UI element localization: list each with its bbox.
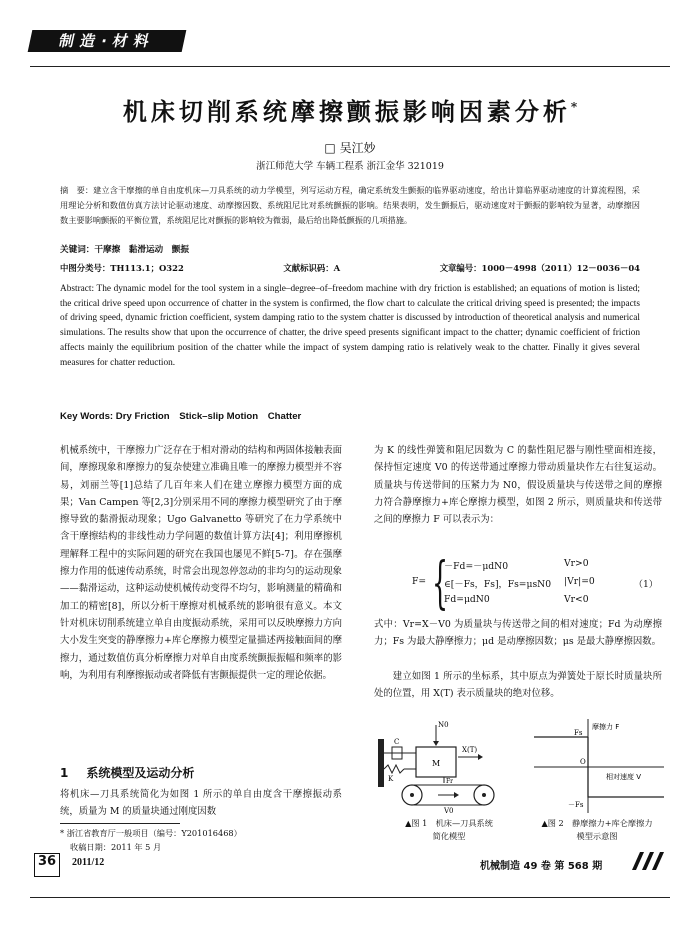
footnote-funding: * 浙江省教育厅一般项目（编号：Y201016468） — [60, 828, 242, 838]
left-column-paragraph-1: 机械系统中，干摩擦力广泛存在于相对滑动的结构和两固体接触表面间，摩擦现象和摩擦力的复杂使建立准确且唯一的摩擦力模型并不容易，刘丽兰等[1]总结了几百年来人们在建立摩擦力模型方面的成果；Van Campen 等[2,3]分别采用不同的摩擦力模型研究了由于摩擦导致的黏滑振动现象；Ugo Galvanetto 等研究了在力学系统中含干摩擦结构的非线性动力学问题的数值计算方法[4]；利用摩擦机理解释工程中的实际问题的研究在我国也屡见不鲜[5-7]。存在强摩擦力作用的低速传动系统，时常会出现忽停忽动的非均匀的运动现象——黏滑运动，这种运动使机械传动变得不均匀，影响测量的精确和加工的精密[8]，所以分析干摩擦对机械系统的影响很有意义。本文针对机床切削系统建立单自由度振动系统，采用可以反映摩擦力方向大小发生突变的静摩擦力+库仑摩擦力模型定量描述两接触面间的摩擦力，通过数值仿真分析摩擦力对单自由度系统颤振振幅和频率的影响，为利用有利摩擦振动或者降低有害颤振提供一定的理论依据。 — [60, 445, 342, 681]
journal-logo-icon — [630, 850, 668, 872]
fig2-origin: O — [580, 758, 586, 766]
author: □ 吴江妙 — [324, 141, 376, 155]
equation-row-1: －Fd=－μdN0 — [444, 561, 509, 572]
fig2-xaxis-label: 相对速度 V — [606, 773, 642, 781]
figures-area — [374, 717, 670, 841]
fig2-label-neg-fs: －Fs — [568, 801, 584, 809]
fig1-label-fr: Fr — [446, 778, 454, 785]
abstract-en: Abstract: The dynamic model for the tool system in a single–degree–of–freedom machine with dry friction is established; an equations of motion is listed; the critical drive speed upon occurrence of chatter in the system is confirmed, the flow chart to calculate the critical driving speed is presented; the impacts of driving speed, dynamic friction coefficient, system damping ratio to the system chatter is discussed by introduction of theoretical analysis and numerical simulations. The results show that upon the occurrence of chatter, the drive speed presents significant impact to the chatter; dynamic coefficient of friction affects mainly the equilibrium position of the chatter while the impact of system damping ratio is relatively weak to the chatter. Finally it gives several measures for chatter reduction. — [60, 284, 640, 368]
section-logo: 制造·材料 — [28, 30, 187, 52]
right-column-paragraph-2: 式中：Vr=X－V0 为质量块与传送带之间的相对速度；Fd 为动摩擦力；Fs 为最大静摩擦力；μd 是动摩擦因数；μs 是最大静摩擦因数。 — [374, 619, 662, 648]
right-column-paragraph-3: 建立如图 1 所示的坐标系，其中原点为弹簧处于原长时质量块所处的位置，用 X(T) 表示质量块的绝对位移。 — [374, 671, 662, 700]
clc-number: 中图分类号：TH113.1；O322 — [60, 263, 184, 273]
article-number: 文章编号：1000－4998（2011）12－0036－04 — [439, 263, 640, 273]
figure-1-caption: ▲图 1 机床—刀具系统 简化模型 — [405, 818, 493, 841]
doc-code: 文献标识码：A — [283, 263, 341, 273]
equation-row-2: ∈[－Fs，Fs]，Fs=μsN0 — [444, 579, 552, 590]
equation-lhs: F= — [412, 576, 427, 587]
abstract-cn: 摘 要：建立含干摩擦的单自由度机床—刀具系统的动力学模型，列写运动方程，确定系统发生颤振的临界驱动速度，给出计算临界驱动速度的计算流程图，采用理论分析和数值仿真方法讨论驱动速度、动摩擦因数、系统阻尼比对系统颤振的影响。结果表明，发生颤振后，驱动速度对于颤振的影响较为显著，动摩擦因数主要影响颤振的平衡位置，系统阻尼比对颤振的影响较为微弱，最后给出降低颤振的几项措施。 — [60, 185, 640, 225]
footnote-rule — [60, 823, 180, 824]
fig1-label-xt: X(T) — [462, 746, 478, 754]
received-date: 收稿日期：2011 年 5 月 — [70, 842, 162, 852]
fig2-yaxis-label: 摩擦力 F — [592, 723, 620, 731]
keywords-en: Key Words: Dry Friction Stick–slip Motion Chatter — [60, 411, 302, 422]
equation-brace: { — [432, 551, 449, 616]
journal-info: 机械制造 49 卷 第 568 期 — [480, 861, 603, 872]
equation-number: （1） — [633, 579, 658, 590]
fig2-label-fs: Fs — [574, 729, 583, 737]
left-column-paragraph-2: 将机床—刀具系统简化为如图 1 所示的单自由度含干摩擦振动系统，质量为 M 的质量块通过刚度因数 — [60, 789, 342, 818]
header-rule — [30, 66, 670, 67]
classification-line — [60, 262, 640, 274]
figure-2-caption: ▲图 2 静摩擦力+库仑摩擦力 模型示意图 — [541, 818, 653, 841]
equation-cond-1: Vr>0 — [564, 558, 589, 569]
equation-cond-3: Vr<0 — [564, 594, 589, 605]
equation-cond-2: |Vr|=0 — [564, 576, 595, 587]
fig1-label-k: K — [388, 775, 394, 783]
fig1-label-m: M — [432, 759, 441, 768]
section-1-heading: 1 系统模型及运动分析 — [60, 766, 195, 780]
paper-title: 机床切削系统摩擦颤振影响因素分析* — [122, 97, 578, 126]
right-column-paragraph-1: 为 K 的线性弹簧和阻尼因数为 C 的黏性阻尼器与刚性壁面相连接，保持恒定速度 V0 的传送带通过摩擦力带动质量块作左右往复运动。质量块与传送带间的压紧力为 N0，假设质量块与传送带之间的摩擦力符合静摩擦力+库仑摩擦力模型，如图 2 所示，则质量块和传送带之间的摩擦力 F 可以表示为： — [374, 445, 662, 526]
footer-rule — [30, 897, 670, 898]
affiliation: 浙江师范大学 车辆工程系 浙江金华 321019 — [256, 161, 444, 172]
fig1-label-v0: V0 — [444, 807, 454, 815]
fig1-label-n0: N0 — [438, 721, 449, 729]
fig1-label-c: C — [394, 738, 400, 746]
issue-date: 2011/12 — [72, 857, 105, 868]
equation-row-3: Fd=μdN0 — [444, 594, 490, 605]
figure-1-diagram — [374, 717, 670, 817]
page-number: 36 — [34, 853, 60, 877]
keywords-cn: 关键词：干摩擦 黏滑运动 颤振 — [60, 245, 189, 255]
equation-1 — [374, 551, 662, 616]
title-footnote-mark: * — [570, 100, 578, 114]
